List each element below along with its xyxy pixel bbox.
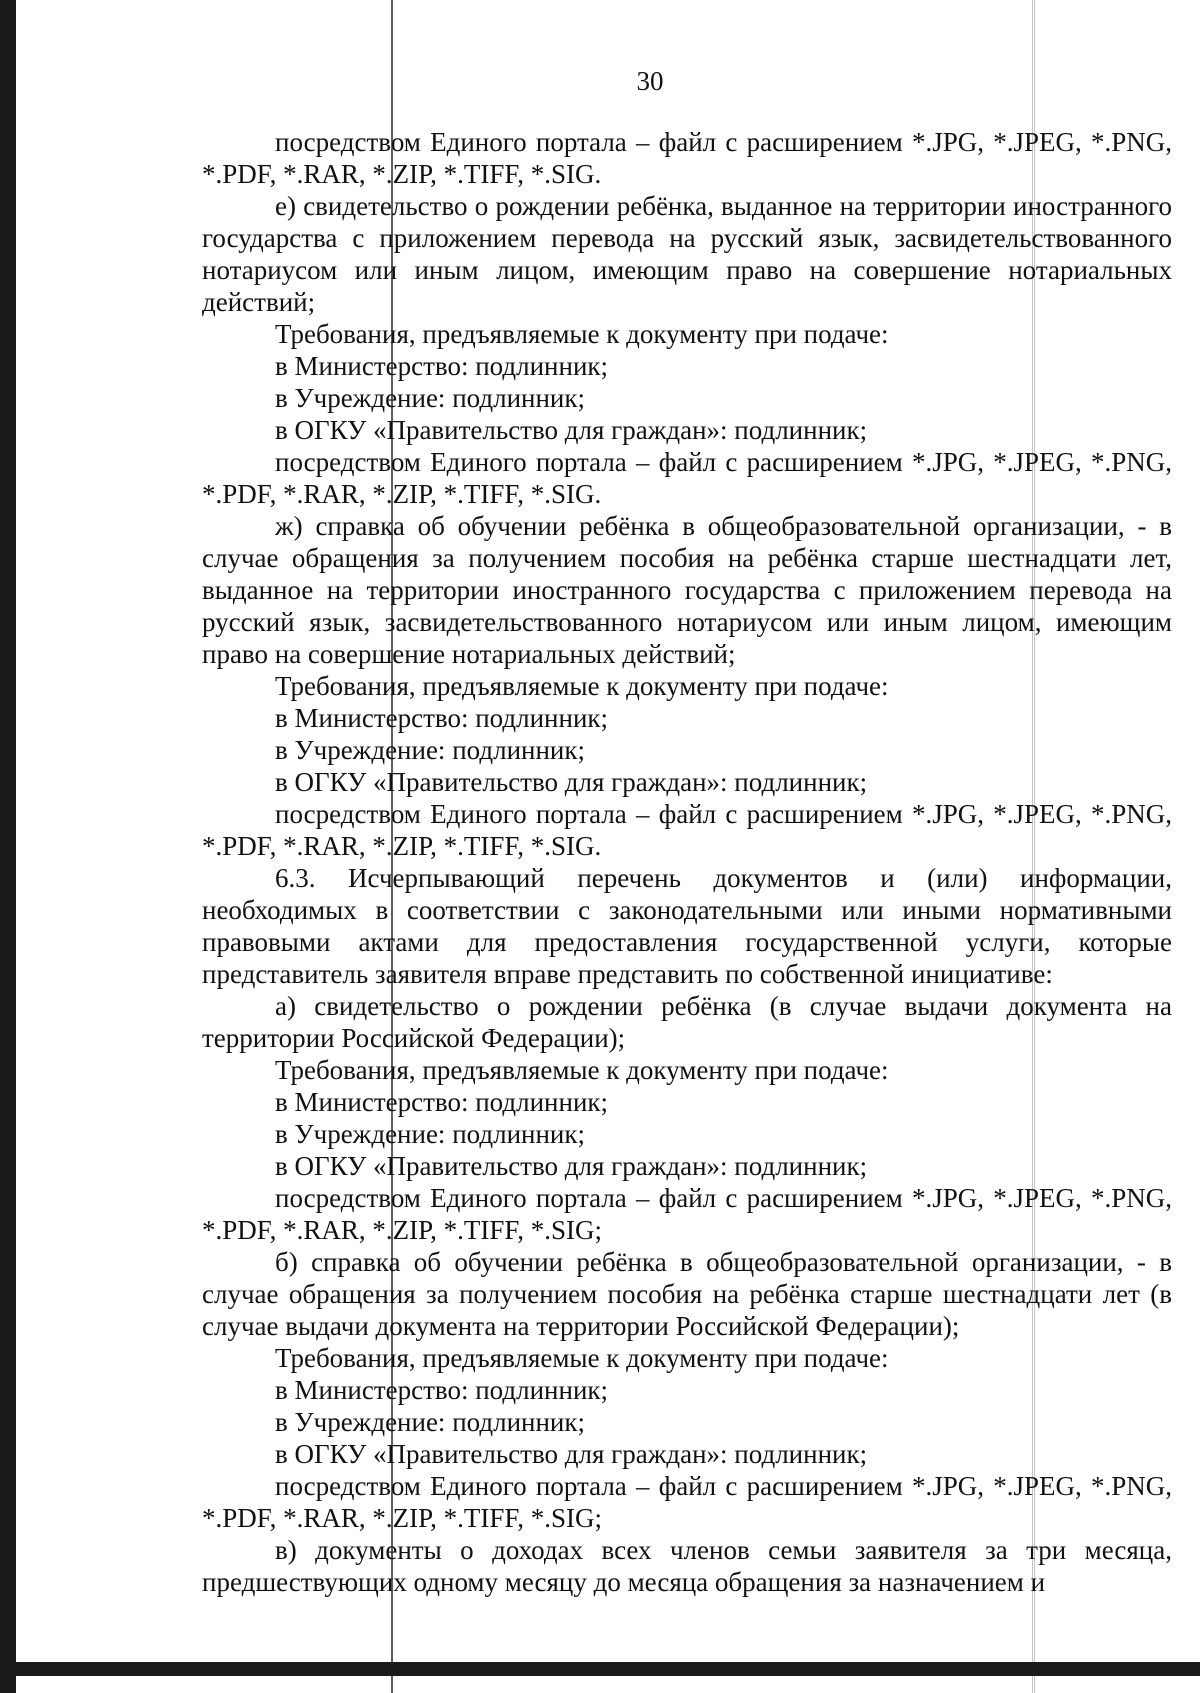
paragraph: посредством Единого портала – файл с расширением *.JPG, *.JPEG, *.PNG, *.PDF, *.RAR, *.ZIP, *.TIFF, *.SIG.	[202, 127, 1172, 189]
paragraph: в Министерство: подлинник;	[275, 1087, 609, 1117]
paragraph: Требования, предъявляемые к документу при подаче:	[275, 1055, 889, 1085]
paragraph: в Министерство: подлинник;	[275, 351, 609, 381]
paragraph: в Учреждение: подлинник;	[275, 383, 585, 413]
paragraph: е) свидетельство о рождении ребёнка, выданное на территории иностранного государства с приложением перевода на русский язык, засвидетельствованного нотариусом или иным лицом, имеющим право на совершение нотариальных действий;	[202, 191, 1172, 317]
paragraph: а) свидетельство о рождении ребёнка (в случае выдачи документа на территории Российской Федерации);	[202, 991, 1172, 1053]
paragraph: в ОГКУ «Правительство для граждан»: подлинник;	[275, 1439, 868, 1469]
paragraph: посредством Единого портала – файл с расширением *.JPG, *.JPEG, *.PNG, *.PDF, *.RAR, *.ZIP, *.TIFF, *.SIG;	[202, 1183, 1172, 1245]
paragraph: посредством Единого портала – файл с расширением *.JPG, *.JPEG, *.PNG, *.PDF, *.RAR, *.ZIP, *.TIFF, *.SIG.	[202, 799, 1172, 861]
paragraph: посредством Единого портала – файл с расширением *.JPG, *.JPEG, *.PNG, *.PDF, *.RAR, *.ZIP, *.TIFF, *.SIG.	[202, 447, 1172, 509]
paragraph: в Учреждение: подлинник;	[275, 735, 585, 765]
page-number: 30	[636, 66, 664, 96]
document-body	[202, 126, 1172, 1598]
paragraph: в ОГКУ «Правительство для граждан»: подлинник;	[275, 1151, 868, 1181]
scan-border-left	[0, 0, 16, 1693]
paragraph: Требования, предъявляемые к документу при подаче:	[275, 671, 889, 701]
paragraph: Требования, предъявляемые к документу при подаче:	[275, 1343, 889, 1373]
paragraph: в Министерство: подлинник;	[275, 703, 609, 733]
paragraph: Требования, предъявляемые к документу при подаче:	[275, 319, 889, 349]
paragraph: в) документы о доходах всех членов семьи заявителя за три месяца, предшествующих одному месяцу до месяца обращения за назначением и	[202, 1535, 1172, 1597]
paragraph: 6.3. Исчерпывающий перечень документов и (или) информации, необходимых в соответствии с законодательными или иными нормативными правовыми актами для предоставления государственной услуги, которые представитель заявителя вправе представить по собственной инициативе:	[202, 863, 1172, 989]
paragraph: в Учреждение: подлинник;	[275, 1119, 585, 1149]
paragraph: б) справка об обучении ребёнка в общеобразовательной организации, - в случае обращения за получением пособия на ребёнка старше шестнадцати лет (в случае выдачи документа на территории Российской Федерации);	[202, 1247, 1172, 1341]
scan-border-bottom	[0, 1662, 1200, 1676]
paragraph: в ОГКУ «Правительство для граждан»: подлинник;	[275, 415, 868, 445]
paragraph: в Учреждение: подлинник;	[275, 1407, 585, 1437]
paragraph: посредством Единого портала – файл с расширением *.JPG, *.JPEG, *.PNG, *.PDF, *.RAR, *.ZIP, *.TIFF, *.SIG;	[202, 1471, 1172, 1533]
paragraph: в Министерство: подлинник;	[275, 1375, 609, 1405]
paragraph: ж) справка об обучении ребёнка в общеобразовательной организации, - в случае обращения за получением пособия на ребёнка старше шестнадцати лет, выданное на территории иностранного государства с приложением перевода на русский язык, засвидетельствованного нотариусом или иным лицом, имеющим право на совершение нотариальных действий;	[202, 511, 1172, 669]
paragraph: в ОГКУ «Правительство для граждан»: подлинник;	[275, 767, 868, 797]
